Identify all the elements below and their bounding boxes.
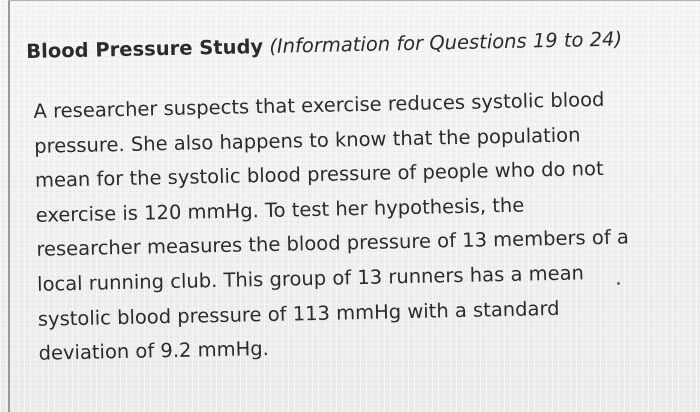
page-top-border [8,0,700,1]
paragraph-line: exercise is 120 mmHg. To test her hypothesis, the [35,193,525,227]
heading-subtitle: (Information for Questions 19 to 24) [269,27,623,58]
heading-title: Blood Pressure Study [26,35,264,63]
body-paragraph [27,82,673,372]
paragraph-line: pressure. She also happens to know that the population [34,123,581,158]
page-left-border [8,0,10,412]
paragraph-line: deviation of 9.2 mmHg. [38,337,270,365]
paragraph-line: systolic blood pressure of 113 mmHg with a standard [37,296,560,331]
paragraph-line: A researcher suspects that exercise reduces systolic blood [33,87,605,123]
question-info-block [26,25,673,372]
paragraph-line: researcher measures the blood pressure of 13 members of a [36,225,630,262]
paragraph-line: mean for the systolic blood pressure of people who do not [34,157,604,193]
section-heading [26,25,666,66]
dust-speck [617,282,620,285]
paragraph-line: local running club. This group of 13 runners has a mean [36,261,585,296]
